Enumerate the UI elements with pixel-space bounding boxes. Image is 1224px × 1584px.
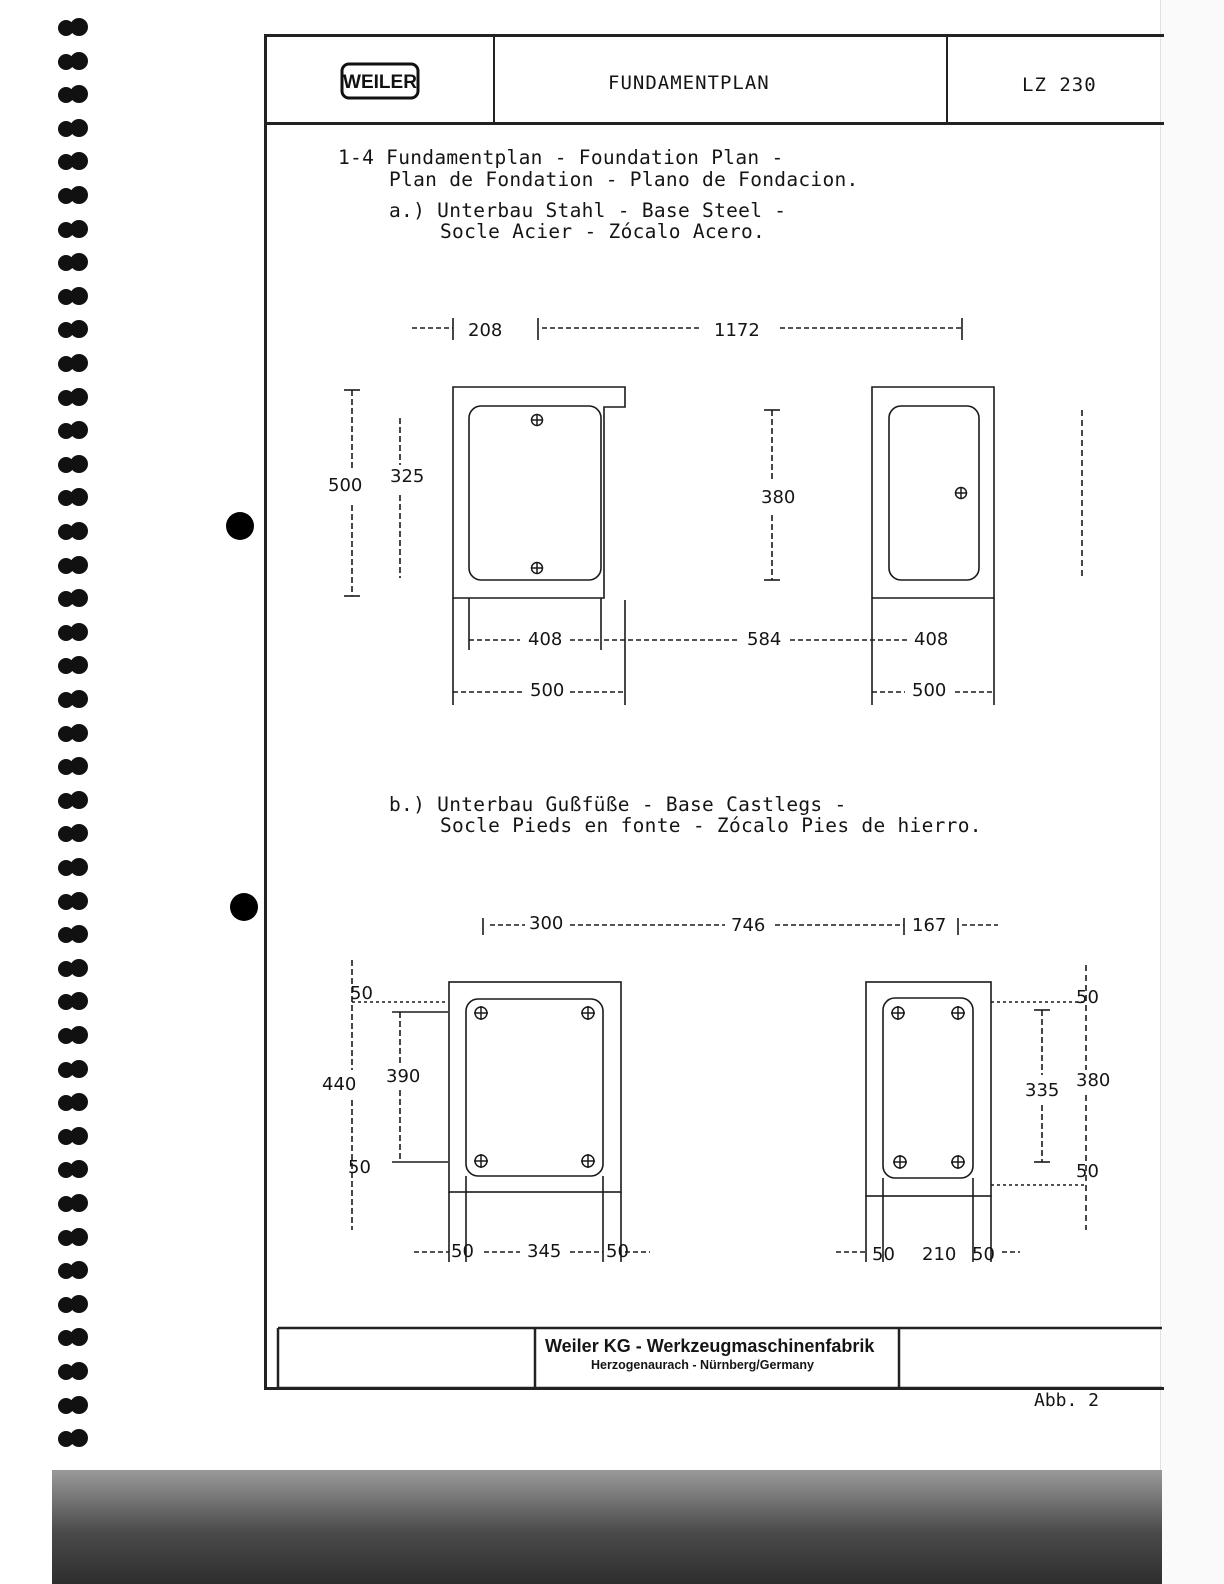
dim-b-top-right: 50 <box>1076 987 1099 1008</box>
section-heading-1: 1-4 Fundamentplan - Foundation Plan - <box>338 146 784 169</box>
dim-b-right-c: 50 <box>972 1244 995 1265</box>
dim-a-left-outer: 500 <box>530 680 565 701</box>
dim-a-mid-gap: 584 <box>747 629 782 650</box>
dim-b-top-left: 50 <box>350 983 373 1004</box>
header-model: LZ 230 <box>1022 74 1097 96</box>
dim-b-left-c: 50 <box>606 1241 629 1262</box>
subsection-a-line-2: Socle Acier - Zócalo Acero. <box>440 220 766 243</box>
dim-b-left-gap: 300 <box>529 913 564 934</box>
dim-a-height-total: 500 <box>328 475 363 496</box>
dim-b-height-inner: 390 <box>386 1066 421 1087</box>
dim-b-bottom-left: 50 <box>348 1157 371 1178</box>
dim-b-right-b: 210 <box>922 1244 957 1265</box>
figure-label: Abb. 2 <box>1034 1390 1100 1411</box>
dim-b-height-total: 440 <box>322 1074 357 1095</box>
logo-text: WEILER <box>343 72 417 93</box>
dim-a-right-outer: 500 <box>912 680 947 701</box>
dim-b-bottom-right: 50 <box>1076 1161 1099 1182</box>
header-title: FUNDAMENTPLAN <box>608 72 770 94</box>
subsection-a-line-1: a.) Unterbau Stahl - Base Steel - <box>389 199 787 222</box>
dim-b-right-gap: 167 <box>912 915 947 936</box>
dim-a-right-width: 408 <box>914 629 949 650</box>
dim-a-left-width: 408 <box>528 629 563 650</box>
footer-location: Herzogenaurach - Nürnberg/Germany <box>591 1358 814 1372</box>
dim-b-left-b: 345 <box>527 1241 562 1262</box>
dim-a-height-inner: 325 <box>390 466 425 487</box>
dim-b-span: 746 <box>731 915 766 936</box>
dim-a-right-height: 380 <box>761 487 796 508</box>
subsection-b-line-1: b.) Unterbau Gußfüße - Base Castlegs - <box>389 793 847 816</box>
footer-company: Weiler KG - Werkzeugmaschinenfabrik <box>545 1336 875 1356</box>
base-a-left-inner <box>469 406 601 580</box>
base-b-right-inner <box>883 998 973 1178</box>
dim-b-right-inner: 335 <box>1025 1080 1060 1101</box>
dim-a-left-gap: 208 <box>468 320 503 341</box>
base-a-right-outline <box>872 387 994 598</box>
base-a-left-outline <box>453 387 625 598</box>
dim-b-left-a: 50 <box>451 1241 474 1262</box>
section-heading-2: Plan de Fondation - Plano de Fondacion. <box>389 168 859 191</box>
subsection-b-line-2: Socle Pieds en fonte - Zócalo Pies de hierro. <box>440 814 982 837</box>
dim-a-span: 1172 <box>714 320 760 341</box>
base-b-left-inner <box>466 999 603 1176</box>
dim-b-right-total: 380 <box>1076 1070 1111 1091</box>
dim-b-right-a: 50 <box>872 1244 895 1265</box>
